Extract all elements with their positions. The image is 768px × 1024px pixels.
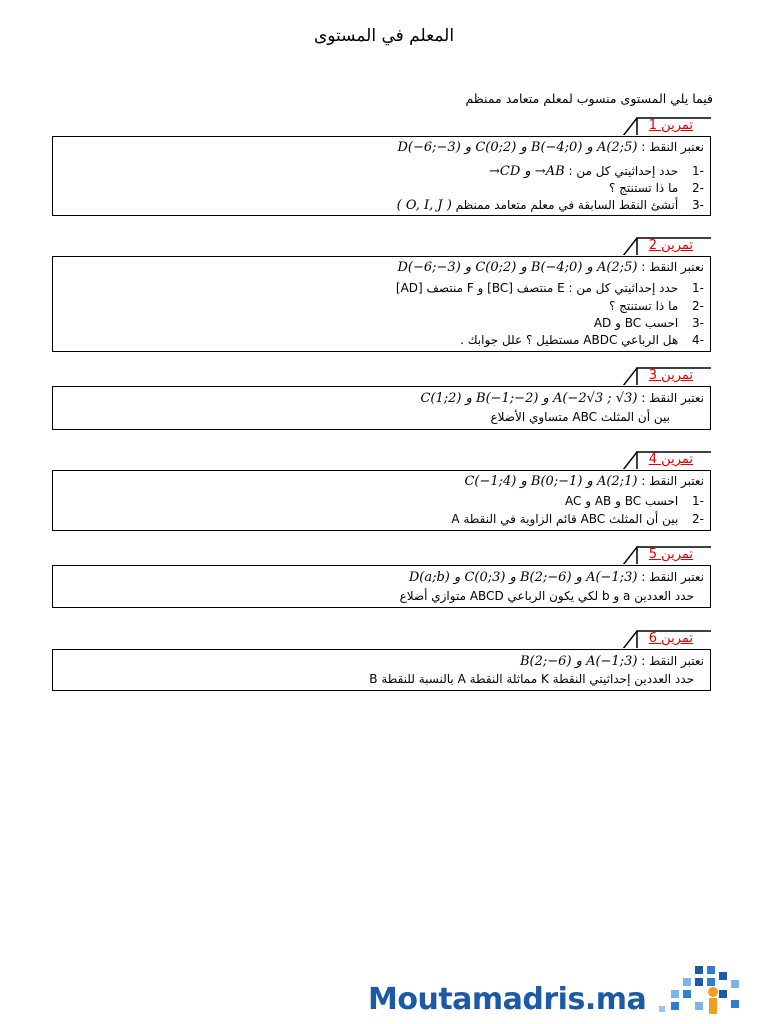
points-line (61, 569, 704, 586)
list-item (61, 298, 704, 315)
list-item (61, 163, 704, 180)
points-math: A(−1;3) و B(2;−6) (520, 654, 638, 669)
points-math: A(−1;3) و B(2;−6) و C(0;3) و D(a;b) (408, 570, 638, 585)
item-math: ( O, I, J ) (396, 198, 452, 213)
page-title: المعلم في المستوى (313, 26, 455, 46)
item-text: حدد إحداثيتي كل من : (568, 164, 679, 178)
points-math: A(−2√3 ; √3) و B(−1;−2) و C(1;2) (420, 391, 638, 406)
list-item (61, 315, 704, 332)
list-item (61, 180, 704, 197)
item-text: حدد العددين إحداثيتي النقطة K مماثلة النقطة A بالنسبة للنقطة B (369, 672, 694, 686)
list-item (61, 588, 694, 605)
item-number: -4 (692, 333, 704, 347)
item-text: بين أن المثلث ABC قائم الزاوية في النقطة A (451, 512, 679, 526)
logo-pixel-icon (655, 962, 755, 1022)
exercise-title: تمرين 2 (648, 238, 693, 253)
list-item (61, 280, 704, 297)
exercise-3 (52, 367, 711, 429)
exercise-title: تمرين 5 (648, 547, 693, 562)
item-text: حدد العددين a و b لكي يكون الرباعي ABCD متوازي أضلاع (399, 589, 694, 603)
item-number: -1 (692, 164, 704, 178)
exercise-box (52, 386, 711, 430)
item-number: -2 (692, 512, 704, 526)
intro-text: فيما يلي المستوى منسوب لمعلم متعامد ممنظم (465, 91, 713, 106)
item-text: احسب BC و AD (593, 316, 679, 330)
points-label: نعتبر النقط : (641, 570, 704, 584)
exercise-title: تمرين 3 (648, 368, 693, 383)
item-text: أنشئ النقط السابقة في معلم متعامد ممنظم (455, 198, 679, 212)
points-math: A(2;1) و B(0;−1) و C(−1;4) (464, 474, 638, 489)
item-text: احسب BC و AB و AC (564, 494, 679, 508)
list-item (61, 409, 670, 426)
points-label: نعتبر النقط : (641, 391, 704, 405)
exercise-title: تمرين 1 (648, 118, 693, 133)
item-text: حدد إحداثيتي كل من : E منتصف [BC] و F منتصف [AD] (395, 281, 679, 295)
list-item (61, 493, 704, 510)
points-line (61, 390, 704, 407)
item-text: ما ذا تستنتج ؟ (608, 181, 679, 195)
item-number: -1 (692, 281, 704, 295)
site-logo[interactable]: Moutamadris.ma (368, 982, 647, 1017)
points-line (61, 473, 704, 490)
item-math: AB→ و CD→ (488, 164, 565, 179)
points-label: نعتبر النقط : (641, 654, 704, 668)
item-number: -3 (692, 316, 704, 330)
points-label: نعتبر النقط : (641, 260, 704, 274)
list-item (61, 332, 704, 349)
item-text: بين أن المثلث ABC متساوي الأضلاع (490, 410, 670, 424)
item-number: -2 (692, 299, 704, 313)
item-text: هل الرباعي ABDC مستطيل ؟ علل جوابك . (460, 333, 679, 347)
points-line (61, 653, 704, 670)
list-item (61, 511, 704, 528)
points-math: A(2;5) و B(−4;0) و C(0;2) و D(−6;−3) (397, 260, 638, 275)
points-label: نعتبر النقط : (641, 140, 704, 154)
exercise-box (52, 649, 711, 691)
points-line (61, 259, 704, 276)
exercise-title: تمرين 6 (648, 631, 693, 646)
exercise-4 (52, 451, 711, 531)
exercise-box (52, 565, 711, 608)
list-item (61, 197, 704, 214)
item-text: ما ذا تستنتج ؟ (608, 299, 679, 313)
exercise-6 (52, 630, 711, 692)
exercise-title: تمرين 4 (648, 452, 693, 467)
exercise-box (52, 256, 711, 352)
points-line (61, 139, 704, 156)
exercise-5 (52, 546, 711, 608)
points-math: A(2;5) و B(−4;0) و C(0;2) و D(−6;−3) (397, 140, 638, 155)
exercise-box (52, 136, 711, 216)
exercise-2 (52, 237, 711, 352)
exercise-1 (52, 117, 711, 217)
list-item (61, 671, 694, 688)
exercise-box (52, 470, 711, 531)
item-number: -2 (692, 181, 704, 195)
item-number: -1 (692, 494, 704, 508)
points-label: نعتبر النقط : (641, 474, 704, 488)
item-number: -3 (692, 198, 704, 212)
